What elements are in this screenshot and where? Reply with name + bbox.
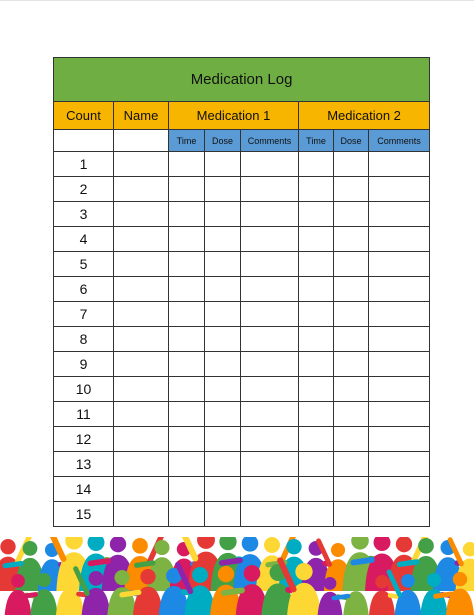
med2-comments-entry-cell[interactable] [369,402,430,427]
med1-time-entry-cell[interactable] [169,327,205,352]
med2-dose-entry-cell[interactable] [334,427,369,452]
med1-dose-entry-cell[interactable] [205,327,241,352]
name-entry-cell[interactable] [114,327,169,352]
med2-time-entry-cell[interactable] [299,352,334,377]
med2-dose-entry-cell[interactable] [334,352,369,377]
med1-comments-entry-cell[interactable] [241,302,299,327]
med2-time-entry-cell[interactable] [299,277,334,302]
med2-dose-entry-cell[interactable] [334,402,369,427]
row-count: 8 [54,327,114,352]
table-row [54,277,430,302]
med2-dose-entry-cell[interactable] [334,452,369,477]
med1-dose-entry-cell[interactable] [205,427,241,452]
name-entry-cell[interactable] [114,477,169,502]
name-entry-cell[interactable] [114,402,169,427]
header-row [54,102,430,130]
med1-dose-entry-cell[interactable] [205,252,241,277]
row-count: 3 [54,202,114,227]
table-row [54,252,430,277]
med1-dose-entry-cell[interactable] [205,452,241,477]
med2-time-entry-cell[interactable] [299,252,334,277]
med1-comments-entry-cell[interactable] [241,327,299,352]
med1-time-entry-cell[interactable] [169,377,205,402]
row-count: 11 [54,402,114,427]
name-entry-cell[interactable] [114,177,169,202]
med1-dose-entry-cell[interactable] [205,177,241,202]
med1-time-entry-cell[interactable] [169,252,205,277]
med2-time-entry-cell[interactable] [299,227,334,252]
table-row [54,452,430,477]
med1-comments-entry-cell[interactable] [241,377,299,402]
med1-comments-entry-cell[interactable] [241,277,299,302]
med1-dose-entry-cell[interactable] [205,352,241,377]
med2-time-entry-cell[interactable] [299,152,334,177]
row-count: 14 [54,477,114,502]
med2-dose-entry-cell[interactable] [334,152,369,177]
name-entry-cell[interactable] [114,277,169,302]
row-count: 1 [54,152,114,177]
med1-dose-entry-cell[interactable] [205,402,241,427]
med2-dose-entry-cell[interactable] [334,177,369,202]
med2-dose-entry-cell[interactable] [334,377,369,402]
row-count: 15 [54,502,114,527]
med2-dose-entry-cell[interactable] [334,477,369,502]
row-count: 5 [54,252,114,277]
med2-time-entry-cell[interactable] [299,477,334,502]
table-row [54,377,430,402]
med1-time-entry-cell[interactable] [169,227,205,252]
med1-dose-entry-cell[interactable] [205,227,241,252]
table-row [54,327,430,352]
subheader-row [54,130,430,152]
med2-comments-entry-cell[interactable] [369,477,430,502]
name-entry-cell[interactable] [114,202,169,227]
med2-comments-entry-cell[interactable] [369,452,430,477]
row-count: 2 [54,177,114,202]
medication-2-header: Medication 2 [299,102,430,130]
med1-comments-entry-cell[interactable] [241,477,299,502]
med2-comments-entry-cell[interactable] [369,352,430,377]
count-subheader-blank [54,130,114,152]
med1-comments-entry-cell[interactable] [241,227,299,252]
table-row [54,502,430,527]
med2-time-entry-cell[interactable] [299,402,334,427]
count-header: Count [54,102,114,130]
name-entry-cell[interactable] [114,427,169,452]
med2-dose-entry-cell[interactable] [334,327,369,352]
name-header: Name [114,102,169,130]
med2-time-header: Time [299,130,334,152]
table-row [54,177,430,202]
med2-time-entry-cell[interactable] [299,202,334,227]
table-title: Medication Log [54,58,430,102]
table-row [54,352,430,377]
medication-1-header: Medication 1 [169,102,299,130]
medication-log-table [53,57,430,527]
med2-time-entry-cell[interactable] [299,377,334,402]
med2-time-entry-cell[interactable] [299,302,334,327]
table-row [54,302,430,327]
med1-comments-entry-cell[interactable] [241,452,299,477]
med1-dose-entry-cell[interactable] [205,277,241,302]
row-count: 4 [54,227,114,252]
med2-time-entry-cell[interactable] [299,502,334,527]
med1-time-entry-cell[interactable] [169,427,205,452]
med2-comments-entry-cell[interactable] [369,252,430,277]
row-count: 7 [54,302,114,327]
med1-time-header: Time [169,130,205,152]
med1-time-entry-cell[interactable] [169,502,205,527]
row-count: 12 [54,427,114,452]
name-entry-cell[interactable] [114,152,169,177]
med1-time-entry-cell[interactable] [169,202,205,227]
med1-time-entry-cell[interactable] [169,352,205,377]
med1-dose-entry-cell[interactable] [205,152,241,177]
med1-comments-entry-cell[interactable] [241,177,299,202]
med2-dose-entry-cell[interactable] [334,227,369,252]
med2-time-entry-cell[interactable] [299,452,334,477]
name-entry-cell[interactable] [114,227,169,252]
name-entry-cell[interactable] [114,302,169,327]
row-count: 10 [54,377,114,402]
table-row [54,477,430,502]
log-rows [54,152,430,527]
med1-dose-entry-cell[interactable] [205,377,241,402]
people-crowd-illustration [0,537,474,615]
med2-time-entry-cell[interactable] [299,427,334,452]
med1-time-entry-cell[interactable] [169,277,205,302]
med2-dose-entry-cell[interactable] [334,502,369,527]
table-row [54,427,430,452]
med1-dose-entry-cell[interactable] [205,302,241,327]
med2-dose-entry-cell[interactable] [334,252,369,277]
table-row [54,227,430,252]
med1-dose-entry-cell[interactable] [205,477,241,502]
med1-comments-entry-cell[interactable] [241,402,299,427]
table-row [54,152,430,177]
med2-comments-entry-cell[interactable] [369,177,430,202]
med2-comments-entry-cell[interactable] [369,327,430,352]
table-row [54,402,430,427]
med2-comments-entry-cell[interactable] [369,152,430,177]
name-entry-cell[interactable] [114,352,169,377]
name-entry-cell[interactable] [114,452,169,477]
med2-dose-header: Dose [334,130,369,152]
title-row [54,58,430,102]
med2-comments-entry-cell[interactable] [369,202,430,227]
med2-dose-entry-cell[interactable] [334,277,369,302]
med1-time-entry-cell[interactable] [169,302,205,327]
med2-comments-entry-cell[interactable] [369,427,430,452]
row-count: 6 [54,277,114,302]
med2-comments-entry-cell[interactable] [369,227,430,252]
med1-comments-entry-cell[interactable] [241,152,299,177]
med2-dose-entry-cell[interactable] [334,302,369,327]
med1-dose-entry-cell[interactable] [205,502,241,527]
name-entry-cell[interactable] [114,252,169,277]
med2-dose-entry-cell[interactable] [334,202,369,227]
med2-comments-entry-cell[interactable] [369,377,430,402]
table-row [54,202,430,227]
med2-comments-entry-cell[interactable] [369,302,430,327]
med1-dose-entry-cell[interactable] [205,202,241,227]
name-entry-cell[interactable] [114,502,169,527]
row-count: 9 [54,352,114,377]
med1-time-entry-cell[interactable] [169,177,205,202]
med1-comments-entry-cell[interactable] [241,427,299,452]
med1-time-entry-cell[interactable] [169,477,205,502]
med1-time-entry-cell[interactable] [169,152,205,177]
row-count: 13 [54,452,114,477]
med1-time-entry-cell[interactable] [169,452,205,477]
med1-comments-header: Comments [241,130,299,152]
med2-comments-entry-cell[interactable] [369,277,430,302]
med1-comments-entry-cell[interactable] [241,252,299,277]
name-subheader-blank [114,130,169,152]
med2-time-entry-cell[interactable] [299,177,334,202]
med1-comments-entry-cell[interactable] [241,502,299,527]
med1-time-entry-cell[interactable] [169,402,205,427]
name-entry-cell[interactable] [114,377,169,402]
med1-comments-entry-cell[interactable] [241,352,299,377]
med2-time-entry-cell[interactable] [299,327,334,352]
med2-comments-entry-cell[interactable] [369,502,430,527]
med1-comments-entry-cell[interactable] [241,202,299,227]
med2-comments-header: Comments [369,130,430,152]
med1-dose-header: Dose [205,130,241,152]
